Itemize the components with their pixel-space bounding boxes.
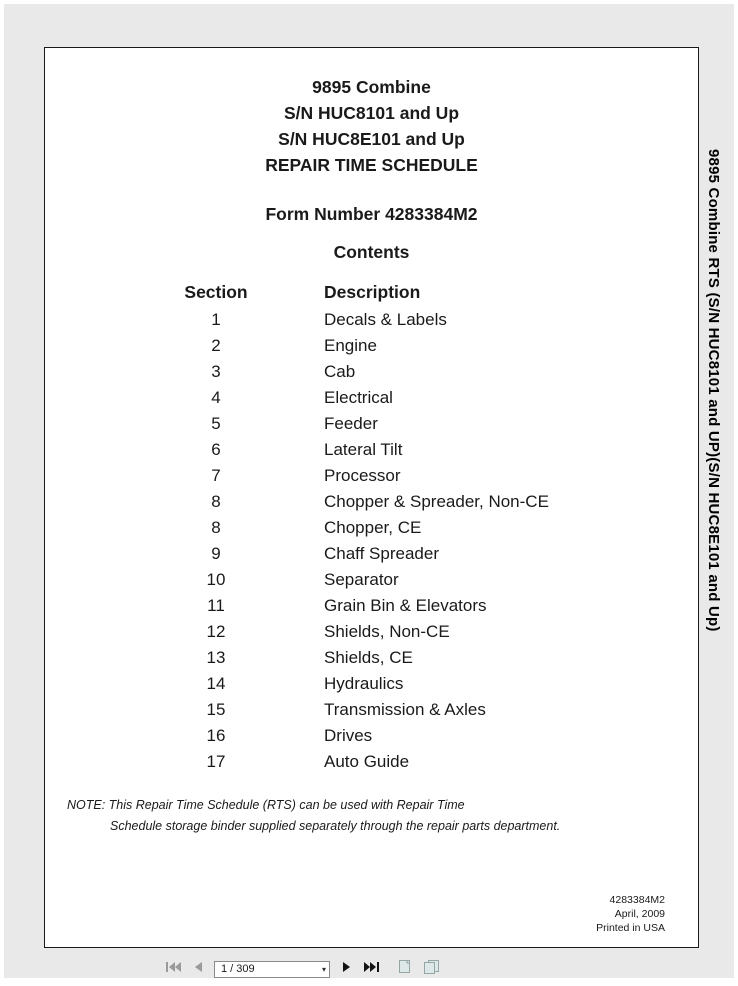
doc-title-line-4: REPAIR TIME SCHEDULE bbox=[265, 155, 478, 175]
section-number: 7 bbox=[211, 466, 221, 485]
section-number: 3 bbox=[211, 362, 221, 381]
note-line-1: NOTE: This Repair Time Schedule (RTS) can be used with Repair Time bbox=[67, 798, 465, 812]
last-page-button[interactable] bbox=[362, 961, 380, 977]
doc-title-line-1: 9895 Combine bbox=[312, 77, 431, 97]
contents-heading: Contents bbox=[333, 242, 410, 262]
section-number: 13 bbox=[206, 648, 226, 667]
viewer-canvas bbox=[4, 4, 734, 978]
section-number: 8 bbox=[211, 518, 221, 537]
section-number: 8 bbox=[211, 492, 221, 511]
section-number: 4 bbox=[211, 388, 221, 407]
footer-form-number: 4283384M2 bbox=[609, 894, 665, 906]
previous-page-button[interactable] bbox=[189, 961, 207, 977]
table-row bbox=[161, 541, 549, 567]
section-number: 16 bbox=[206, 726, 226, 745]
section-number: 2 bbox=[211, 336, 221, 355]
section-description: Chopper, CE bbox=[324, 518, 422, 537]
section-description: Hydraulics bbox=[324, 674, 404, 693]
page-footer bbox=[596, 893, 665, 935]
section-description: Electrical bbox=[324, 388, 393, 407]
contents-header-row bbox=[161, 279, 549, 307]
description-column-header: Description bbox=[324, 281, 421, 302]
two-page-view-button[interactable] bbox=[422, 961, 440, 977]
table-row bbox=[161, 385, 549, 411]
section-number: 12 bbox=[206, 622, 226, 641]
two-page-view-icon bbox=[423, 959, 440, 979]
table-row bbox=[161, 489, 549, 515]
section-description: Separator bbox=[324, 570, 399, 589]
section-description: Grain Bin & Elevators bbox=[324, 596, 487, 615]
section-number: 11 bbox=[207, 596, 225, 615]
table-row bbox=[161, 411, 549, 437]
section-description: Decals & Labels bbox=[324, 310, 447, 329]
section-number: 17 bbox=[206, 752, 226, 771]
section-description: Engine bbox=[324, 336, 377, 355]
page-number-select[interactable] bbox=[214, 961, 330, 978]
table-row bbox=[161, 307, 549, 333]
next-page-button[interactable] bbox=[337, 961, 355, 977]
section-description: Cab bbox=[324, 362, 356, 381]
table-row bbox=[161, 359, 549, 385]
footer-date: April, 2009 bbox=[614, 908, 665, 920]
table-row bbox=[161, 333, 549, 359]
table-row bbox=[161, 437, 549, 463]
table-row bbox=[161, 749, 549, 775]
section-description: Chaff Spreader bbox=[324, 544, 439, 563]
section-number: 1 bbox=[211, 310, 221, 329]
section-number: 10 bbox=[206, 570, 226, 589]
doc-title-line-2: S/N HUC8101 and Up bbox=[283, 103, 460, 123]
form-number: Form Number 4283384M2 bbox=[265, 204, 478, 224]
table-row bbox=[161, 567, 549, 593]
first-page-icon bbox=[165, 960, 182, 978]
view-mode-buttons bbox=[395, 961, 440, 977]
next-page-icon bbox=[341, 960, 352, 978]
section-description: Transmission & Axles bbox=[324, 700, 486, 719]
last-page-icon bbox=[363, 960, 380, 978]
previous-page-icon bbox=[193, 960, 204, 978]
table-row bbox=[161, 645, 549, 671]
section-description: Processor bbox=[324, 466, 401, 485]
table-row bbox=[161, 463, 549, 489]
section-description: Lateral Tilt bbox=[324, 440, 403, 459]
note-line-2: Schedule storage binder supplied separately through the repair parts department. bbox=[110, 819, 561, 833]
section-number: 9 bbox=[211, 544, 221, 563]
section-description: Feeder bbox=[324, 414, 378, 433]
single-page-view-button[interactable] bbox=[395, 961, 413, 977]
section-description: Shields, Non-CE bbox=[324, 622, 450, 641]
pager-toolbar bbox=[164, 959, 440, 979]
contents-table bbox=[161, 279, 549, 775]
document-page bbox=[44, 47, 699, 948]
section-number: 14 bbox=[206, 674, 226, 693]
table-row bbox=[161, 619, 549, 645]
section-number: 5 bbox=[211, 414, 221, 433]
doc-title-line-3: S/N HUC8E101 and Up bbox=[278, 129, 465, 149]
section-column-header: Section bbox=[184, 281, 248, 302]
document-title-block bbox=[45, 48, 698, 178]
first-page-button[interactable] bbox=[164, 961, 182, 977]
section-number: 15 bbox=[206, 700, 226, 719]
table-row bbox=[161, 723, 549, 749]
chevron-down-icon: ▾ bbox=[321, 964, 326, 974]
page-indicator: 1 / 309 bbox=[221, 963, 255, 975]
section-description: Drives bbox=[324, 726, 373, 745]
note-text bbox=[45, 795, 698, 837]
table-row bbox=[161, 697, 549, 723]
table-row bbox=[161, 593, 549, 619]
section-number: 6 bbox=[211, 440, 221, 459]
single-page-view-icon bbox=[397, 959, 412, 979]
table-row bbox=[161, 671, 549, 697]
spine-title: 9895 Combine RTS (S/N HUC8101 and UP)(S/N HUC8E101 and Up) bbox=[705, 149, 722, 632]
table-row bbox=[161, 515, 549, 541]
section-description: Shields, CE bbox=[324, 648, 413, 667]
footer-printed-in: Printed in USA bbox=[596, 922, 665, 934]
section-description: Chopper & Spreader, Non-CE bbox=[324, 492, 549, 511]
section-description: Auto Guide bbox=[324, 752, 410, 771]
